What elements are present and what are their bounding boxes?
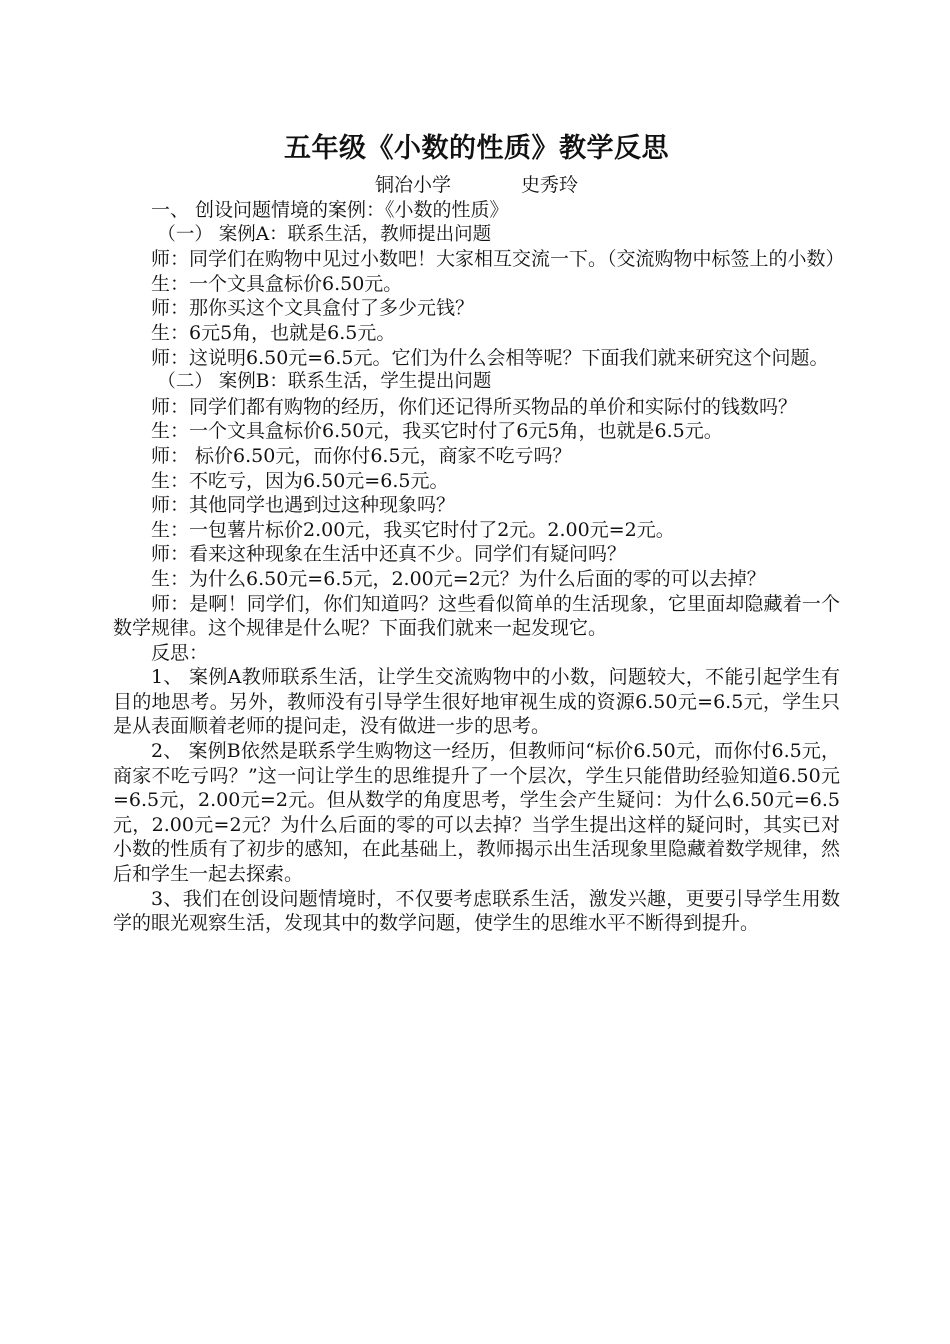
author-line bbox=[113, 173, 840, 198]
paragraph: 师：看来这种现象在生活中还真不少。同学们有疑问吗？ bbox=[151, 543, 627, 566]
author-name: 史秀玲 bbox=[521, 174, 579, 196]
paragraph: 3、我们在创设问题情境时，不仅要考虑联系生活，激发兴趣，更要引导学生用数学的眼光观察生活，发现其中的数学问题，使学生的思维水平不断得到提升。 bbox=[113, 887, 840, 935]
paragraph: 师：同学们在购物中见过小数吧！大家相互交流一下。（交流购物中标签上的小数） bbox=[151, 248, 845, 271]
paragraph: 师：这说明6.50元=6.5元。它们为什么会相等呢？下面我们就来研究这个问题。 bbox=[151, 346, 829, 369]
paragraph: 师： 标价6.50元，而你付6.5元，商家不吃亏吗？ bbox=[151, 444, 572, 467]
paragraph: 生：一个文具盒标价6.50元。 bbox=[151, 272, 403, 295]
paragraph: 师：其他同学也遇到过这种现象吗？ bbox=[151, 494, 456, 517]
paragraph: 2、 案例B依然是联系学生购物这一经历，但教师问“标价6.50元，而你付6.5元，商家不吃亏吗？”这一问让学生的思维提升了一个层次，学生只能借助经验知道6.50元=6.5元，2.00元=2元。但从数学的角度思考，学生会产生疑问：为什么6.50元=6.5元，2.00元=2元？为什么后面的零的可以去掉？当学生提出这样的疑问时，其实已对小数的性质有了初步的感知，在此基础上，教师揭示出生活现象里隐藏着数学规律，然后和学生一起去探索。 bbox=[113, 740, 840, 886]
paragraph: 师：那你买这个文具盒付了多少元钱？ bbox=[151, 297, 475, 320]
paragraph: 1、 案例A教师联系生活，让学生交流购物中的小数，问题较大，不能引起学生有目的地思考。另外，教师没有引导学生很好地审视生成的资源6.50元=6.5元，学生只是从表面顺着老师的提问走，没有做进一步的思考。 bbox=[113, 666, 840, 738]
paragraph: 生：一个文具盒标价6.50元，我买它时付了6元5角，也就是6.5元。 bbox=[151, 420, 723, 443]
document-body bbox=[113, 198, 845, 936]
paragraph: （二） 案例B：联系生活，学生提出问题 bbox=[157, 371, 492, 393]
paragraph: 一、 创设问题情境的案例：《小数的性质》 bbox=[151, 199, 509, 221]
paragraph: 反思： bbox=[151, 641, 209, 664]
paragraph: （一） 案例A：联系生活，教师提出问题 bbox=[157, 223, 492, 245]
school-name: 铜冶小学 bbox=[374, 174, 451, 196]
document-title: 五年级《小数的性质》教学反思 bbox=[284, 133, 669, 164]
paragraph: 师：是啊！同学们，你们知道吗？这些看似简单的生活现象，它里面却隐藏着一个数学规律。这个规律是什么呢？下面我们就来一起发现它。 bbox=[113, 592, 840, 640]
document-page bbox=[113, 128, 845, 936]
paragraph: 生：一包薯片标价2.00元，我买它时付了2元。2.00元=2元。 bbox=[151, 518, 675, 541]
paragraph: 师：同学们都有购物的经历，你们还记得所买物品的单价和实际付的钱数吗？ bbox=[151, 395, 798, 418]
paragraph: 生：为什么6.50元=6.5元，2.00元=2元？为什么后面的零的可以去掉？ bbox=[151, 567, 766, 590]
paragraph: 生：不吃亏，因为6.50元=6.5元。 bbox=[151, 469, 449, 492]
paragraph: 生：6元5角，也就是6.5元。 bbox=[151, 321, 396, 344]
